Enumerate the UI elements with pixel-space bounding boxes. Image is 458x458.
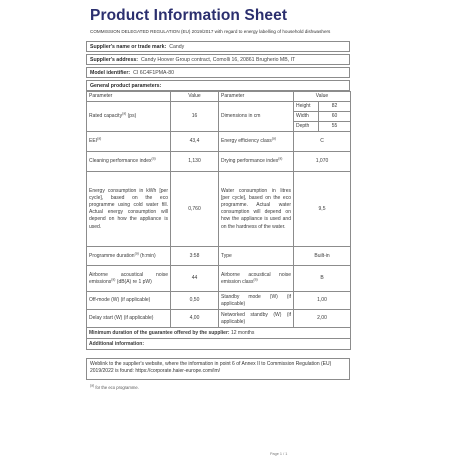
general-parameters-label: General product parameters:: [90, 82, 162, 89]
width-label: Width: [294, 112, 319, 122]
delay-start-label: Delay start (W) (if applicable): [87, 310, 171, 328]
general-parameters-header: [86, 80, 350, 91]
energy-class-value: C: [294, 132, 351, 152]
supplier-address-row: [86, 54, 350, 65]
table-row: [87, 152, 351, 172]
energy-consumption-value: 0,760: [171, 172, 219, 247]
delay-start-value: 4,00: [171, 310, 219, 328]
supplier-name-value: Candy: [169, 43, 185, 50]
water-consumption-label: Water consumption in litres [per cycle], based on the eco programme. Actual water consumption will depend on how the appliance is used and on the hardness of the water.: [219, 172, 294, 247]
table-row: [87, 132, 351, 152]
height-label: Height: [294, 102, 319, 112]
supplier-name-row: [86, 41, 350, 52]
water-consumption-value: 9,5: [294, 172, 351, 247]
eei-label: EEI$^{(a)}$: [87, 132, 171, 152]
regulation-subtitle: COMMISSION DELEGATED REGULATION (EU) 2019/2017 with regard to energy labelling of household dishwashers: [90, 29, 331, 34]
header-parameter-2: Parameter: [219, 92, 294, 102]
rated-capacity-label: Rated capacity$^{(a)}$ (ps): [87, 102, 171, 132]
table-header-row: [87, 92, 351, 102]
header-parameter: Parameter: [87, 92, 171, 102]
header-value: Value: [171, 92, 219, 102]
model-identifier-row: [86, 67, 350, 78]
product-information-sheet: [86, 0, 372, 458]
programme-duration-label: Programme duration$^{(a)}$ (h:min): [87, 247, 171, 266]
guarantee-cell: Minimum duration of the guarantee offered by the supplier: 12 months: [87, 328, 351, 339]
energy-consumption-label: Energy consumption in kWh [per cycle], based on the eco programme using cold water fill. Actual energy consumption will depend on how the appliance is used.: [87, 172, 171, 247]
page-title: Product Information Sheet: [90, 7, 288, 24]
page-number: Page 1 / 1: [270, 452, 288, 456]
dimensions-label: Dimensions in cm: [219, 102, 294, 132]
drying-index-label: Drying performance index$^{(a)}$: [219, 152, 294, 172]
table-row: [87, 247, 351, 266]
footnote: $^{(a)}$ for the eco programme.: [90, 383, 139, 390]
guarantee-row: [87, 328, 351, 339]
energy-class-label: Energy efficiency class$^{(a)}$: [219, 132, 294, 152]
noise-class-label: Airborne acoustical noise emission class$^{(a)}$: [219, 266, 294, 292]
table-row: [87, 102, 351, 112]
noise-emissions-label: Airborne acoustical noise emissions$^{(a)}$ (dB(A) re 1 pW): [87, 266, 171, 292]
weblink-text: Weblink to the supplier's website, where the information in point 6 of Annex II to Commission Regulation (EU) 2019/2022 is found: https://corporate.haier-europe.com/im/: [86, 358, 350, 380]
eei-value: 43,4: [171, 132, 219, 152]
supplier-name-label: Supplier's name or trade mark:: [90, 43, 167, 50]
networked-standby-value: 2,00: [294, 310, 351, 328]
off-mode-value: 0,50: [171, 292, 219, 310]
depth-label: Depth: [294, 122, 319, 132]
width-value: 60: [319, 112, 351, 122]
off-mode-label: Off-mode (W) (if applicable): [87, 292, 171, 310]
cleaning-index-value: 1,130: [171, 152, 219, 172]
parameters-table: [86, 91, 351, 350]
table-row: [87, 310, 351, 328]
standby-label: Standby mode (W) (if applicable): [219, 292, 294, 310]
cleaning-index-label: Cleaning performance index$^{(a)}$: [87, 152, 171, 172]
supplier-address-value: Candy Hoover Group contract, Comolli 16, 20861 Brugherio MB, IT: [140, 56, 296, 63]
type-value: Built-in: [294, 247, 351, 266]
drying-index-value: 1,070: [294, 152, 351, 172]
programme-duration-value: 3:58: [171, 247, 219, 266]
additional-info-header: Additional information:: [87, 339, 351, 350]
header-value-2: Value: [294, 92, 351, 102]
model-identifier-label: Model identifier:: [90, 69, 131, 76]
type-label: Type: [219, 247, 294, 266]
table-row: [87, 266, 351, 292]
networked-standby-label: Networked standby (W) (if applicable): [219, 310, 294, 328]
depth-value: 55: [319, 122, 351, 132]
standby-value: 1,00: [294, 292, 351, 310]
additional-info-row: [87, 339, 351, 350]
model-identifier-value: CI 6C4F1PMA-80: [133, 69, 175, 76]
noise-emissions-value: 44: [171, 266, 219, 292]
table-row: [87, 292, 351, 310]
table-row: [87, 172, 351, 247]
rated-capacity-value: 16: [171, 102, 219, 132]
noise-class-value: B: [294, 266, 351, 292]
height-value: 82: [319, 102, 351, 112]
supplier-address-label: Supplier's address:: [90, 56, 138, 63]
